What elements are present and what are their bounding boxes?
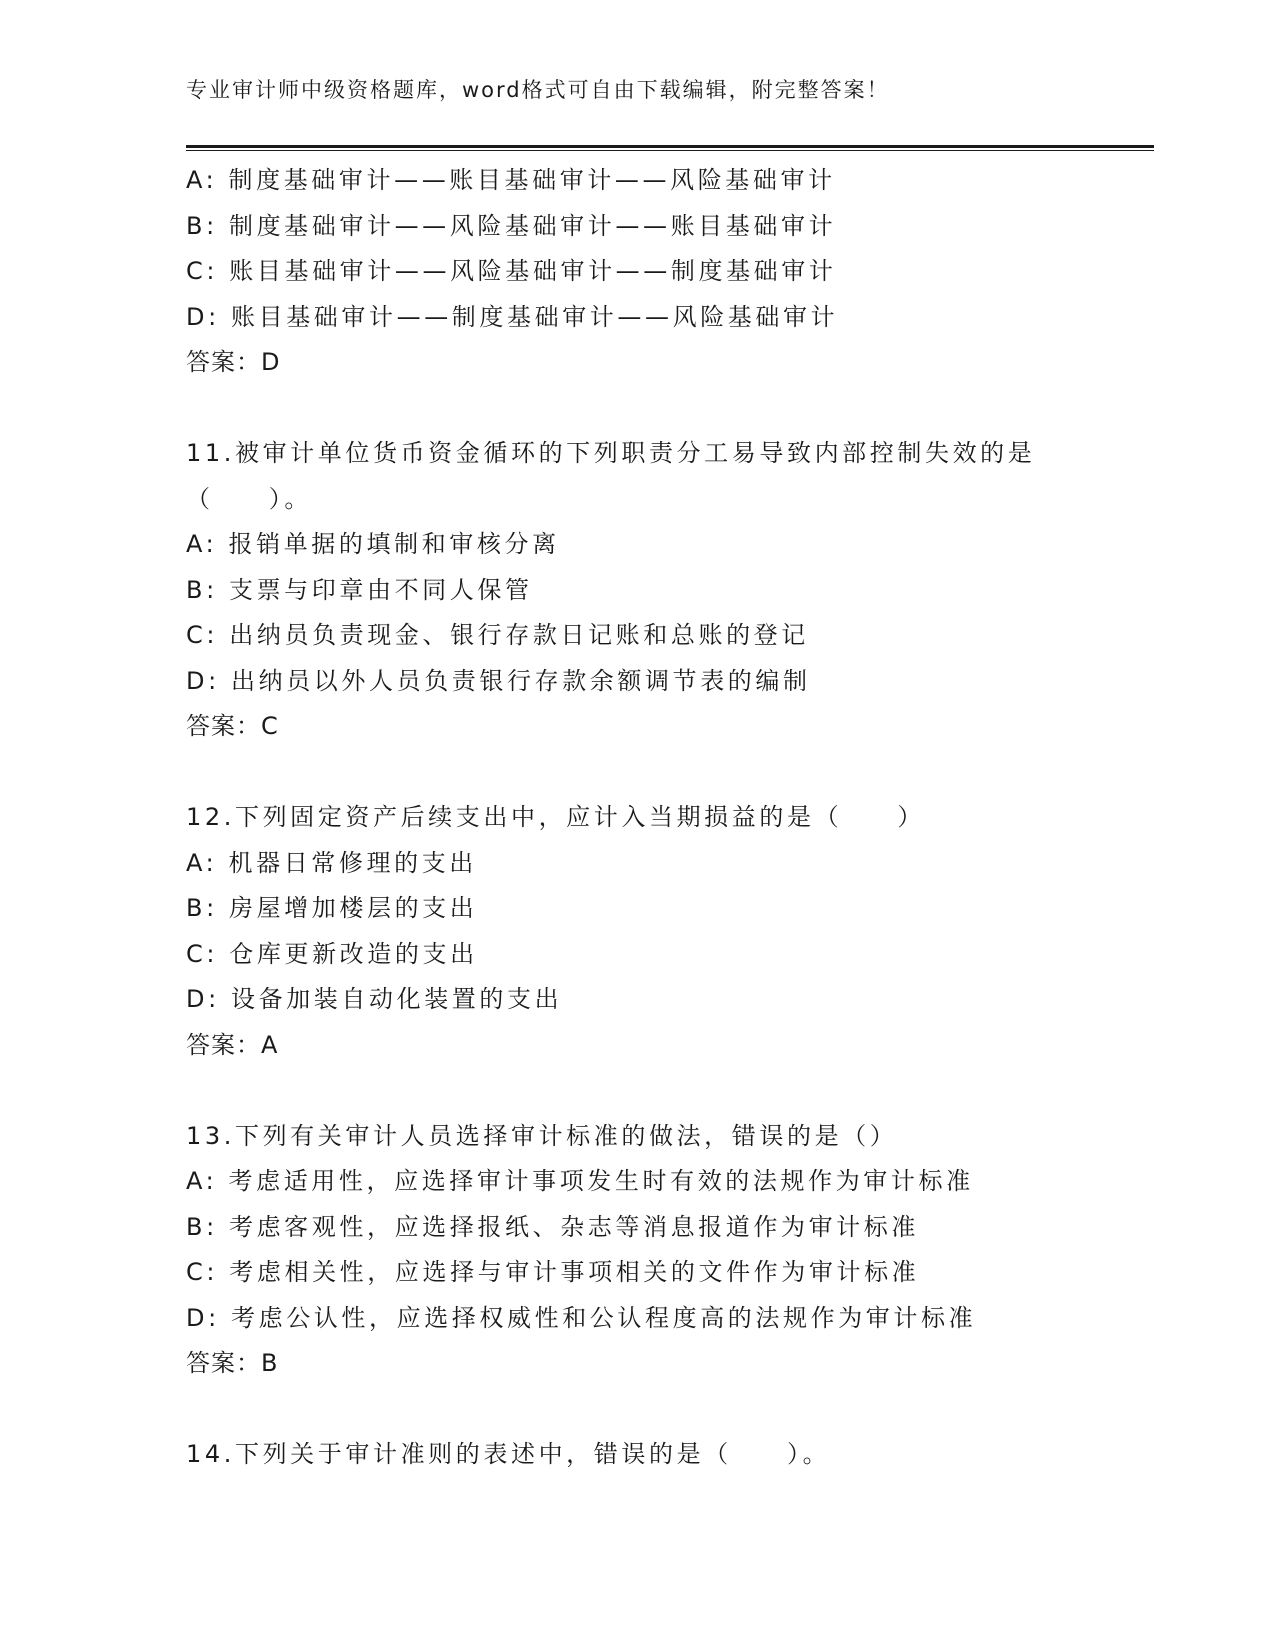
question-stem [186, 795, 1146, 841]
option-b: B: 房屋增加楼层的支出 [186, 894, 478, 922]
spacer [186, 750, 1146, 796]
option-a: A: 考虑适用性，应选择审计事项发生时有效的法规作为审计标准 [186, 1167, 974, 1195]
option-d: D: 出纳员以外人员负责银行存款余额调节表的编制 [186, 666, 811, 695]
answer-value: A [261, 1030, 279, 1059]
answer-line [186, 704, 1146, 750]
answer-line [186, 1341, 1146, 1387]
question-block-12 [186, 795, 1146, 1068]
answer-label: 答案： [186, 712, 261, 740]
option-c: C: 出纳员负责现金、银行存款日记账和总账的登记 [186, 621, 809, 649]
answer-label: 答案： [186, 1030, 261, 1059]
question-block-13 [186, 1114, 1146, 1387]
spacer [186, 1068, 1146, 1114]
option-c: C: 考虑相关性，应选择与审计事项相关的文件作为审计标准 [186, 1258, 920, 1286]
option-a: A: 制度基础审计——账目基础审计——风险基础审计 [186, 166, 836, 194]
option-b: B: 考虑客观性，应选择报纸、杂志等消息报道作为审计标准 [186, 1212, 919, 1241]
question-stem-line: （ ）。 [186, 484, 312, 513]
answer-value: D [261, 348, 281, 376]
answer-line [186, 1023, 1146, 1069]
option-d: D: 考虑公认性，应选择权威性和公认程度高的法规作为审计标准 [186, 1303, 977, 1332]
question-stem-line: 11.被审计单位货币资金循环的下列职责分工易导致内部控制失效的是 [186, 439, 1036, 467]
question-stem [186, 1114, 1146, 1160]
question-stem [186, 431, 1146, 522]
spacer [186, 1387, 1146, 1433]
option-d: D: 设备加装自动化装置的支出 [186, 985, 563, 1013]
answer-value: B [261, 1349, 279, 1377]
question-block-11 [186, 431, 1146, 750]
question-stem [186, 1432, 1146, 1478]
question-stem-line: 12.下列固定资产后续支出中，应计入当期损益的是（ ） [186, 803, 925, 831]
question-block-14 [186, 1432, 1146, 1478]
option-b: B: 支票与印章由不同人保管 [186, 575, 533, 604]
option-a: A: 报销单据的填制和审核分离 [186, 530, 560, 558]
question-list [186, 158, 1146, 1478]
option-c: C: 账目基础审计——风险基础审计——制度基础审计 [186, 257, 837, 285]
question-stem-line: 14.下列关于审计准则的表述中，错误的是（ ）。 [186, 1440, 831, 1468]
option-c: C: 仓库更新改造的支出 [186, 939, 478, 968]
option-d: D: 账目基础审计——制度基础审计——风险基础审计 [186, 302, 839, 331]
answer-line [186, 340, 1146, 386]
question-stem-line: 13.下列有关审计人员选择审计标准的做法，错误的是（） [186, 1121, 898, 1150]
page-header: 专业审计师中级资格题库，word格式可自由下载编辑，附完整答案！ [186, 78, 890, 102]
answer-label: 答案： [186, 1349, 261, 1377]
spacer [186, 386, 1146, 432]
answer-value: C [261, 712, 279, 740]
header-divider [186, 145, 1154, 151]
question-block-10-continued [186, 158, 1146, 386]
option-a: A: 机器日常修理的支出 [186, 848, 477, 877]
answer-label: 答案： [186, 348, 261, 376]
option-b: B: 制度基础审计——风险基础审计——账目基础审计 [186, 211, 837, 240]
